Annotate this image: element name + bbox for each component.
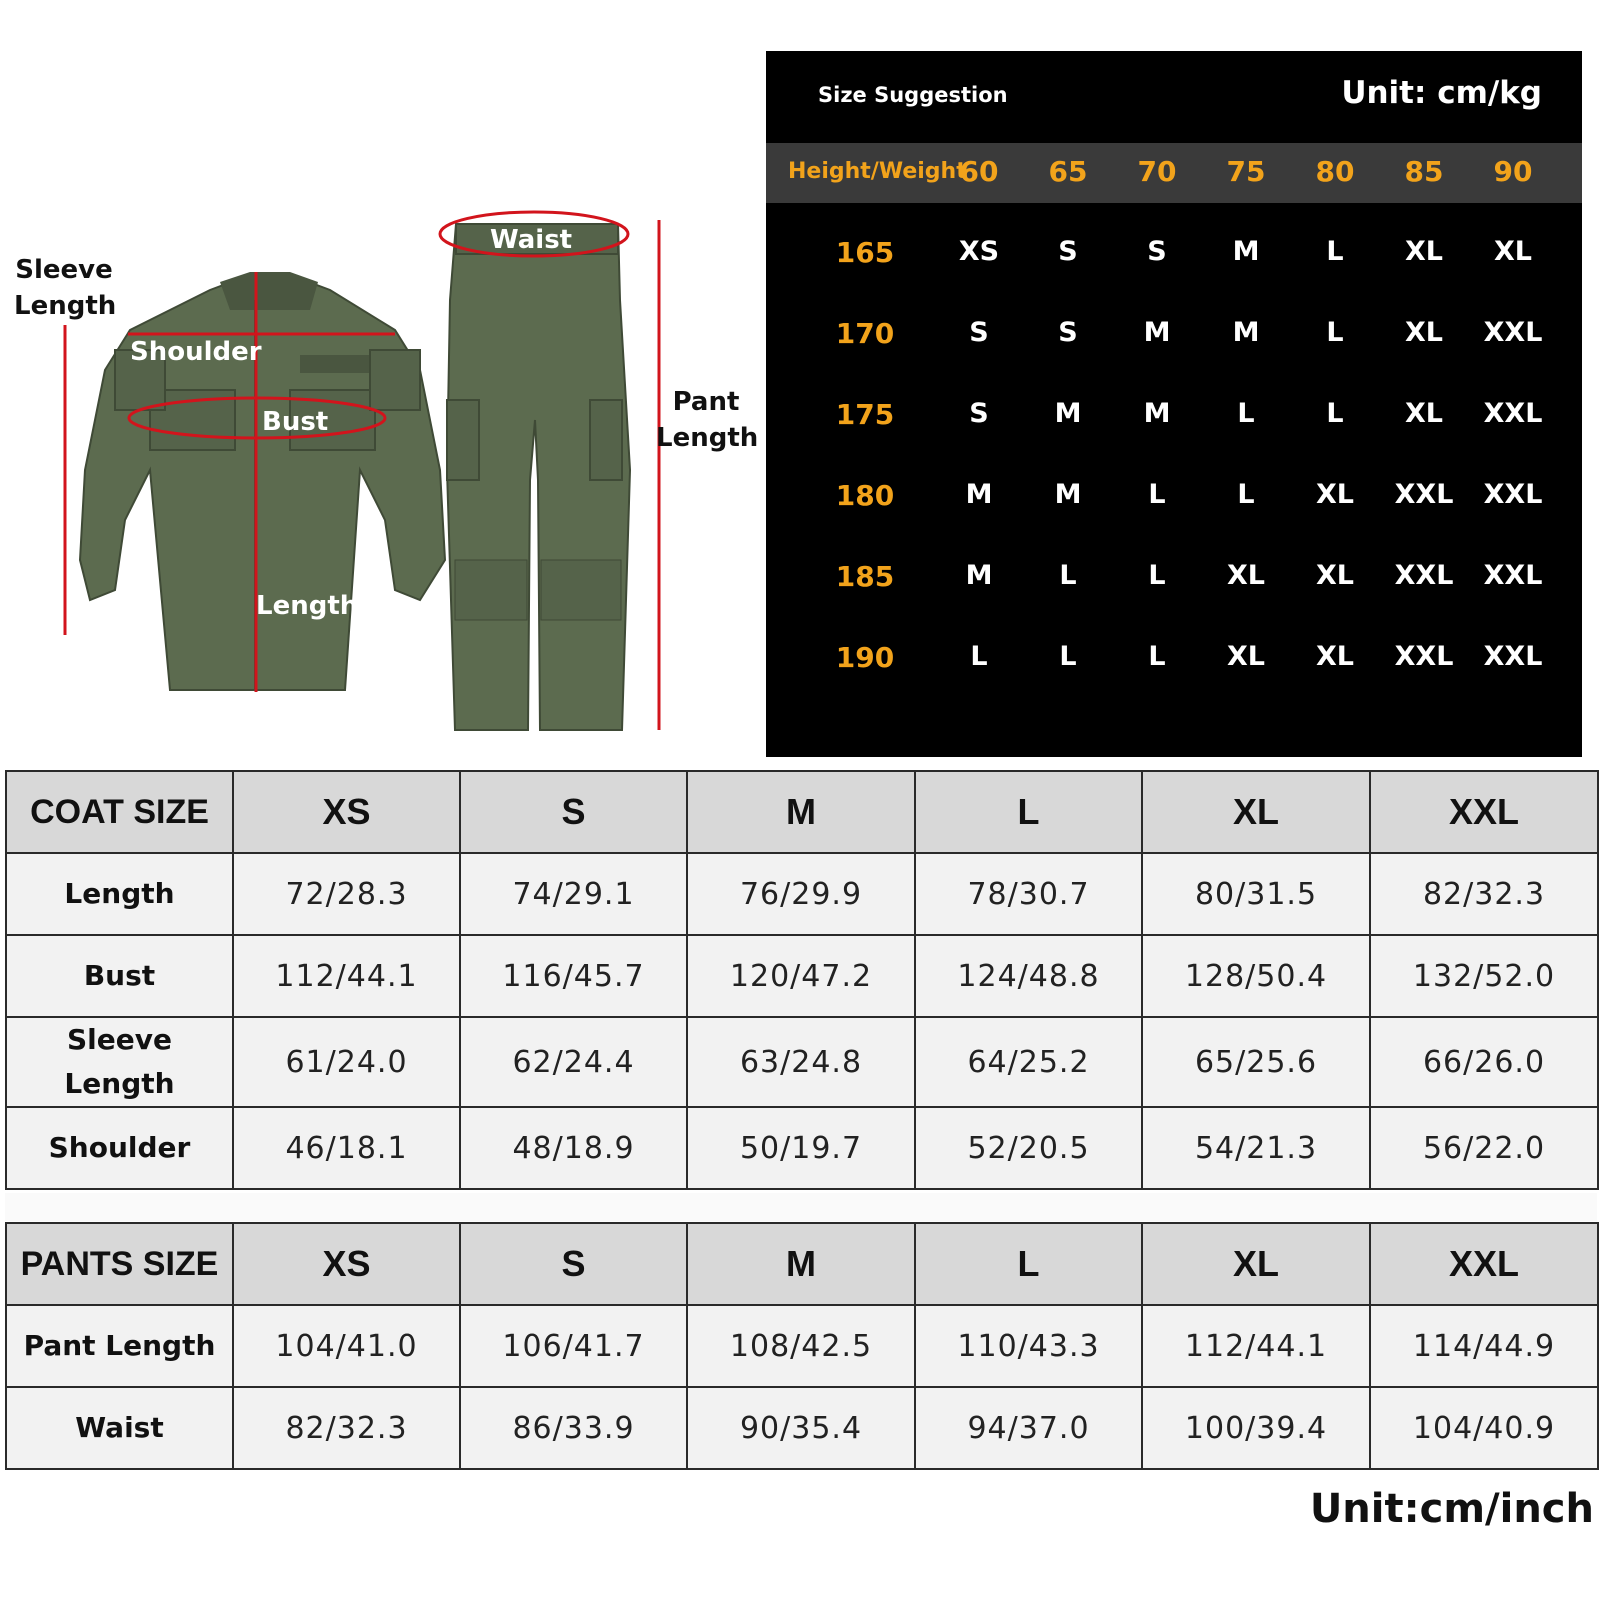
suggested-size-cell: L bbox=[1237, 479, 1255, 510]
table-row bbox=[6, 1017, 1598, 1107]
suggested-size-cell: XXL bbox=[1394, 641, 1454, 672]
suggested-size-cell: XL bbox=[1315, 560, 1355, 591]
suggested-size-cell: M bbox=[1054, 398, 1082, 429]
table-row bbox=[6, 1387, 1598, 1469]
garment-illustration bbox=[0, 0, 760, 760]
row-label: Bust bbox=[6, 935, 233, 1017]
size-suggestion-row bbox=[766, 550, 1582, 610]
measurement-cell: 86/33.9 bbox=[460, 1387, 687, 1469]
suggested-size-cell: M bbox=[1143, 317, 1171, 348]
weight-header-cell: 65 bbox=[1048, 155, 1088, 188]
suggested-size-cell: L bbox=[1059, 560, 1077, 591]
suggested-size-cell: M bbox=[1232, 317, 1260, 348]
measurement-cell: 110/43.3 bbox=[915, 1305, 1142, 1387]
pants-table-header bbox=[6, 1223, 1598, 1305]
size-suggestion-row bbox=[766, 226, 1582, 286]
suggested-size-cell: XL bbox=[1226, 560, 1266, 591]
table-row bbox=[6, 1107, 1598, 1189]
suggested-size-cell: L bbox=[1148, 560, 1166, 591]
suggested-size-cell: M bbox=[1232, 236, 1260, 267]
measurement-cell: 80/31.5 bbox=[1142, 853, 1370, 935]
row-label: Waist bbox=[6, 1387, 233, 1469]
measurement-cell: 100/39.4 bbox=[1142, 1387, 1370, 1469]
suggested-size-cell: S bbox=[969, 398, 989, 429]
measurement-cell: 104/40.9 bbox=[1370, 1387, 1598, 1469]
size-header-cell: XXL bbox=[1370, 1223, 1598, 1305]
size-header-cell: L bbox=[915, 1223, 1142, 1305]
measurement-cell: 74/29.1 bbox=[460, 853, 687, 935]
size-header-cell: L bbox=[915, 771, 1142, 853]
footer-unit-note: Unit:cm/inch bbox=[1309, 1486, 1594, 1532]
height-weight-header bbox=[766, 143, 1582, 203]
height-cell: 190 bbox=[835, 641, 895, 674]
table-gap bbox=[5, 1193, 1597, 1221]
measurement-cell: 72/28.3 bbox=[233, 853, 460, 935]
suggested-size-cell: S bbox=[969, 317, 989, 348]
pants-size-table bbox=[5, 1222, 1599, 1470]
measurement-cell: 54/21.3 bbox=[1142, 1107, 1370, 1189]
measurement-cell: 132/52.0 bbox=[1370, 935, 1598, 1017]
sleeve-length-label: Sleeve Length bbox=[14, 255, 117, 321]
weight-header-cell: 70 bbox=[1137, 155, 1177, 188]
measurement-cell: 108/42.5 bbox=[687, 1305, 915, 1387]
weight-header-cell: 60 bbox=[959, 155, 999, 188]
suggested-size-cell: M bbox=[965, 479, 993, 510]
suggested-size-cell: M bbox=[1143, 398, 1171, 429]
height-weight-label: Height/Weight bbox=[788, 159, 967, 184]
suggested-size-cell: XL bbox=[1226, 641, 1266, 672]
size-header-cell: XL bbox=[1142, 1223, 1370, 1305]
size-header-cell: M bbox=[687, 1223, 915, 1305]
measurement-cell: 66/26.0 bbox=[1370, 1017, 1598, 1107]
waist-label: Waist bbox=[490, 225, 573, 255]
suggested-size-cell: M bbox=[965, 560, 993, 591]
table-row bbox=[6, 853, 1598, 935]
suggested-size-cell: XL bbox=[1404, 317, 1444, 348]
measurement-cell: 112/44.1 bbox=[1142, 1305, 1370, 1387]
height-cell: 180 bbox=[835, 479, 895, 512]
suggested-size-cell: M bbox=[1054, 479, 1082, 510]
size-header-cell: XS bbox=[233, 771, 460, 853]
shoulder-label: Shoulder bbox=[130, 337, 262, 367]
height-cell: 185 bbox=[835, 560, 895, 593]
size-header-cell: S bbox=[460, 1223, 687, 1305]
suggested-size-cell: XS bbox=[958, 236, 1000, 267]
suggested-size-cell: L bbox=[1059, 641, 1077, 672]
measurement-cell: 62/24.4 bbox=[460, 1017, 687, 1107]
pants-size-title: PANTS SIZE bbox=[6, 1223, 233, 1305]
size-header-cell: M bbox=[687, 771, 915, 853]
suggested-size-cell: L bbox=[1326, 236, 1344, 267]
coat-size-title: COAT SIZE bbox=[6, 771, 233, 853]
measurement-cell: 120/47.2 bbox=[687, 935, 915, 1017]
height-cell: 165 bbox=[835, 236, 895, 269]
size-header-cell: XXL bbox=[1370, 771, 1598, 853]
measurement-cell: 63/24.8 bbox=[687, 1017, 915, 1107]
suggested-size-cell: S bbox=[1147, 236, 1167, 267]
suggested-size-cell: XXL bbox=[1394, 479, 1454, 510]
table-row bbox=[6, 935, 1598, 1017]
weight-header-cell: 85 bbox=[1404, 155, 1444, 188]
suggested-size-cell: L bbox=[970, 641, 988, 672]
suggested-size-cell: XXL bbox=[1394, 560, 1454, 591]
bust-label: Bust bbox=[262, 407, 329, 437]
measurement-cell: 64/25.2 bbox=[915, 1017, 1142, 1107]
height-cell: 175 bbox=[835, 398, 895, 431]
length-label: Length bbox=[256, 591, 359, 621]
measurement-cell: 50/19.7 bbox=[687, 1107, 915, 1189]
pants-shape bbox=[447, 224, 630, 730]
measurement-cell: 90/35.4 bbox=[687, 1387, 915, 1469]
weight-header-cell: 75 bbox=[1226, 155, 1266, 188]
table-row bbox=[6, 1305, 1598, 1387]
measurement-cell: 82/32.3 bbox=[1370, 853, 1598, 935]
measurement-cell: 104/41.0 bbox=[233, 1305, 460, 1387]
measurement-cell: 112/44.1 bbox=[233, 935, 460, 1017]
size-suggestion-panel bbox=[766, 51, 1582, 757]
suggested-size-cell: XL bbox=[1315, 479, 1355, 510]
size-suggestion-row bbox=[766, 469, 1582, 529]
row-label: Shoulder bbox=[6, 1107, 233, 1189]
weight-header-cell: 80 bbox=[1315, 155, 1355, 188]
suggested-size-cell: L bbox=[1326, 317, 1344, 348]
size-header-cell: XS bbox=[233, 1223, 460, 1305]
suggested-size-cell: XXL bbox=[1483, 317, 1543, 348]
suggested-size-cell: XXL bbox=[1483, 560, 1543, 591]
measurement-cell: 124/48.8 bbox=[915, 935, 1142, 1017]
size-suggestion-unit: Unit: cm/kg bbox=[1341, 75, 1542, 111]
suggested-size-cell: L bbox=[1326, 398, 1344, 429]
size-header-cell: XL bbox=[1142, 771, 1370, 853]
height-cell: 170 bbox=[835, 317, 895, 350]
jacket-pants-drawing bbox=[0, 0, 760, 760]
measurement-cell: 78/30.7 bbox=[915, 853, 1142, 935]
measurement-cell: 128/50.4 bbox=[1142, 935, 1370, 1017]
measurement-cell: 56/22.0 bbox=[1370, 1107, 1598, 1189]
suggested-size-cell: L bbox=[1237, 398, 1255, 429]
suggested-size-cell: XL bbox=[1315, 641, 1355, 672]
measurement-cell: 94/37.0 bbox=[915, 1387, 1142, 1469]
measurement-cell: 116/45.7 bbox=[460, 935, 687, 1017]
pant-length-label: Pant Length bbox=[656, 387, 759, 453]
suggested-size-cell: XXL bbox=[1483, 641, 1543, 672]
measurement-cell: 82/32.3 bbox=[233, 1387, 460, 1469]
row-label: Length bbox=[6, 853, 233, 935]
row-label: Sleeve Length bbox=[6, 1017, 233, 1107]
size-suggestion-row bbox=[766, 388, 1582, 448]
weight-header-cell: 90 bbox=[1493, 155, 1533, 188]
measurement-cell: 114/44.9 bbox=[1370, 1305, 1598, 1387]
size-header-cell: S bbox=[460, 771, 687, 853]
measurement-cell: 76/29.9 bbox=[687, 853, 915, 935]
suggested-size-cell: XXL bbox=[1483, 398, 1543, 429]
size-suggestion-row bbox=[766, 307, 1582, 367]
suggested-size-cell: S bbox=[1058, 236, 1078, 267]
suggested-size-cell: XL bbox=[1404, 236, 1444, 267]
measurement-cell: 65/25.6 bbox=[1142, 1017, 1370, 1107]
suggested-size-cell: L bbox=[1148, 641, 1166, 672]
measurement-cell: 46/18.1 bbox=[233, 1107, 460, 1189]
measurement-cell: 52/20.5 bbox=[915, 1107, 1142, 1189]
size-suggestion-row bbox=[766, 631, 1582, 691]
suggested-size-cell: XL bbox=[1404, 398, 1444, 429]
suggested-size-cell: S bbox=[1058, 317, 1078, 348]
measurement-cell: 106/41.7 bbox=[460, 1305, 687, 1387]
size-suggestion-title: Size Suggestion bbox=[818, 83, 1008, 107]
measurement-cell: 48/18.9 bbox=[460, 1107, 687, 1189]
coat-size-table bbox=[5, 770, 1599, 1190]
coat-table-header bbox=[6, 771, 1598, 853]
row-label: Pant Length bbox=[6, 1305, 233, 1387]
suggested-size-cell: XL bbox=[1493, 236, 1533, 267]
measurement-cell: 61/24.0 bbox=[233, 1017, 460, 1107]
suggested-size-cell: L bbox=[1148, 479, 1166, 510]
suggested-size-cell: XXL bbox=[1483, 479, 1543, 510]
